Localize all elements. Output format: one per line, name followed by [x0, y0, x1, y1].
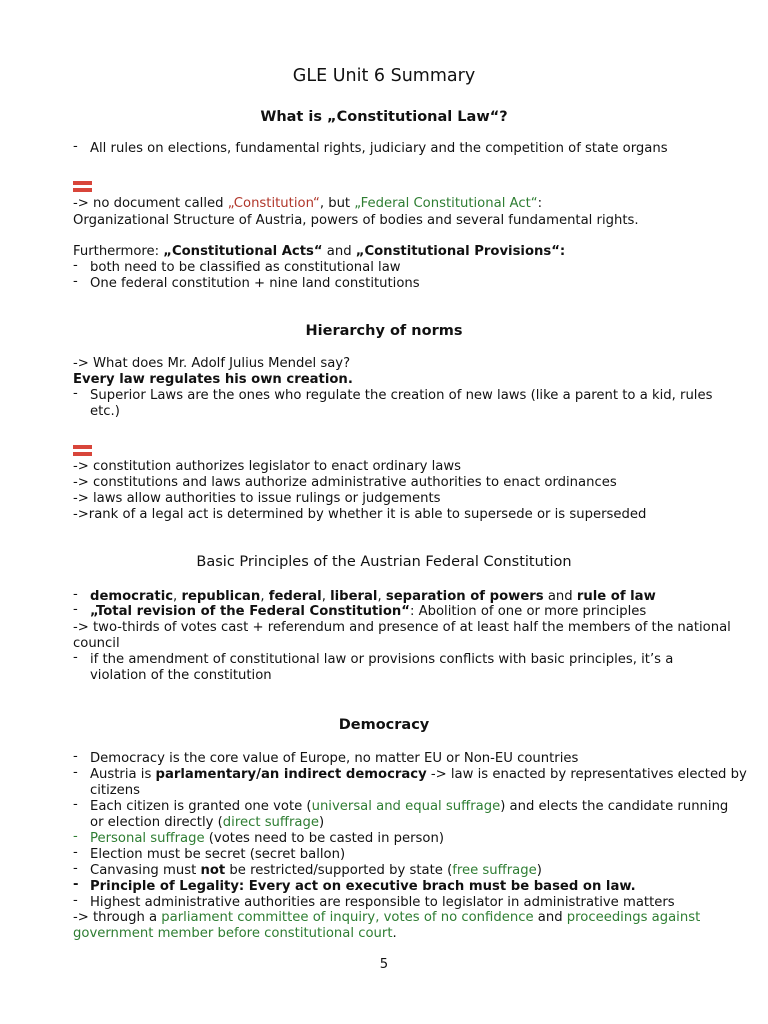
text-line: ->rank of a legal act is determined by whether it is able to supersede or is superseded [73, 507, 647, 522]
text-line: -> no document called „Constitution“, but „Federal Constitutional Act“: [73, 196, 543, 211]
list-item: Personal suffrage (votes need to be casted in person) [90, 831, 444, 846]
bullet-marker: - [73, 829, 78, 844]
bullet-marker: - [73, 845, 78, 860]
list-item: „Total revision of the Federal Constitution“: Abolition of one or more principles [90, 604, 647, 619]
section-heading-constitutional-law: What is „Constitutional Law“? [260, 109, 508, 125]
list-item-continuation: citizens [90, 783, 141, 798]
text-line: -> two-thirds of votes cast + referendum and presence of at least half the members of the national [73, 620, 731, 635]
list-item: if the amendment of constitutional law or provisions conflicts with basic principles, it’s a [90, 652, 674, 667]
text-line: Furthermore: „Constitutional Acts“ and „Constitutional Provisions“: [73, 244, 566, 259]
text-line: -> constitution authorizes legislator to enact ordinary laws [73, 459, 462, 474]
text-line: council [73, 636, 120, 651]
list-item-continuation: or election directly (direct suffrage) [90, 815, 325, 830]
list-item: Each citizen is granted one vote (universal and equal suffrage) and elects the candidate running [90, 799, 729, 814]
text-line: government member before constitutional court. [73, 926, 397, 941]
bullet-marker: - [73, 765, 78, 780]
text-line: -> through a parliament committee of inquiry, votes of no confidence and proceedings against [73, 910, 701, 925]
bullet-marker: - [73, 893, 78, 908]
list-item-continuation: violation of the constitution [90, 668, 272, 683]
bullet-marker: - [73, 650, 78, 665]
section-heading-hierarchy: Hierarchy of norms [305, 323, 463, 339]
text-line: -> What does Mr. Adolf Julius Mendel say? [73, 356, 351, 371]
austria-flag-icon [73, 445, 92, 456]
page-title: GLE Unit 6 Summary [292, 66, 476, 86]
bullet-marker: - [73, 274, 78, 289]
bullet-marker: - [73, 877, 79, 892]
list-item: Election must be secret (secret ballon) [90, 847, 346, 862]
bullet-marker: - [73, 139, 78, 154]
list-item: One federal constitution + nine land constitutions [90, 276, 420, 291]
list-item: Canvasing must not be restricted/supported by state (free suffrage) [90, 863, 542, 878]
section-heading-basic-principles: Basic Principles of the Austrian Federal Constitution [196, 554, 572, 570]
bullet-marker: - [73, 797, 78, 812]
text-line: Every law regulates his own creation. [73, 372, 353, 387]
list-item: Superior Laws are the ones who regulate the creation of new laws (like a parent to a kid, rules [90, 388, 713, 403]
austria-flag-icon [73, 181, 92, 192]
bullet-marker: - [73, 386, 78, 401]
list-item: both need to be classified as constitutional law [90, 260, 401, 275]
bullet-marker: - [73, 258, 78, 273]
list-item: Highest administrative authorities are responsible to legislator in administrative matters [90, 895, 675, 910]
bullet-marker: - [73, 587, 78, 602]
bullet-marker: - [73, 749, 78, 764]
list-item: Austria is parlamentary/an indirect democracy -> law is enacted by representatives elected by [90, 767, 747, 782]
section-heading-democracy: Democracy [338, 717, 430, 733]
bullet-marker: - [73, 602, 78, 617]
text-line: -> laws allow authorities to issue rulings or judgements [73, 491, 441, 506]
list-item: democratic, republican, federal, liberal, separation of powers and rule of law [90, 589, 656, 604]
text-line: Organizational Structure of Austria, powers of bodies and several fundamental rights. [73, 213, 639, 228]
list-item: Democracy is the core value of Europe, no matter EU or Non-EU countries [90, 751, 579, 766]
list-item: All rules on elections, fundamental rights, judiciary and the competition of state organs [90, 141, 668, 156]
bullet-marker: - [73, 861, 78, 876]
page-number: 5 [379, 957, 389, 972]
text-line: -> constitutions and laws authorize administrative authorities to enact ordinances [73, 475, 617, 490]
list-item: Principle of Legality: Every act on executive brach must be based on law. [90, 879, 636, 894]
list-item-continuation: etc.) [90, 404, 120, 419]
